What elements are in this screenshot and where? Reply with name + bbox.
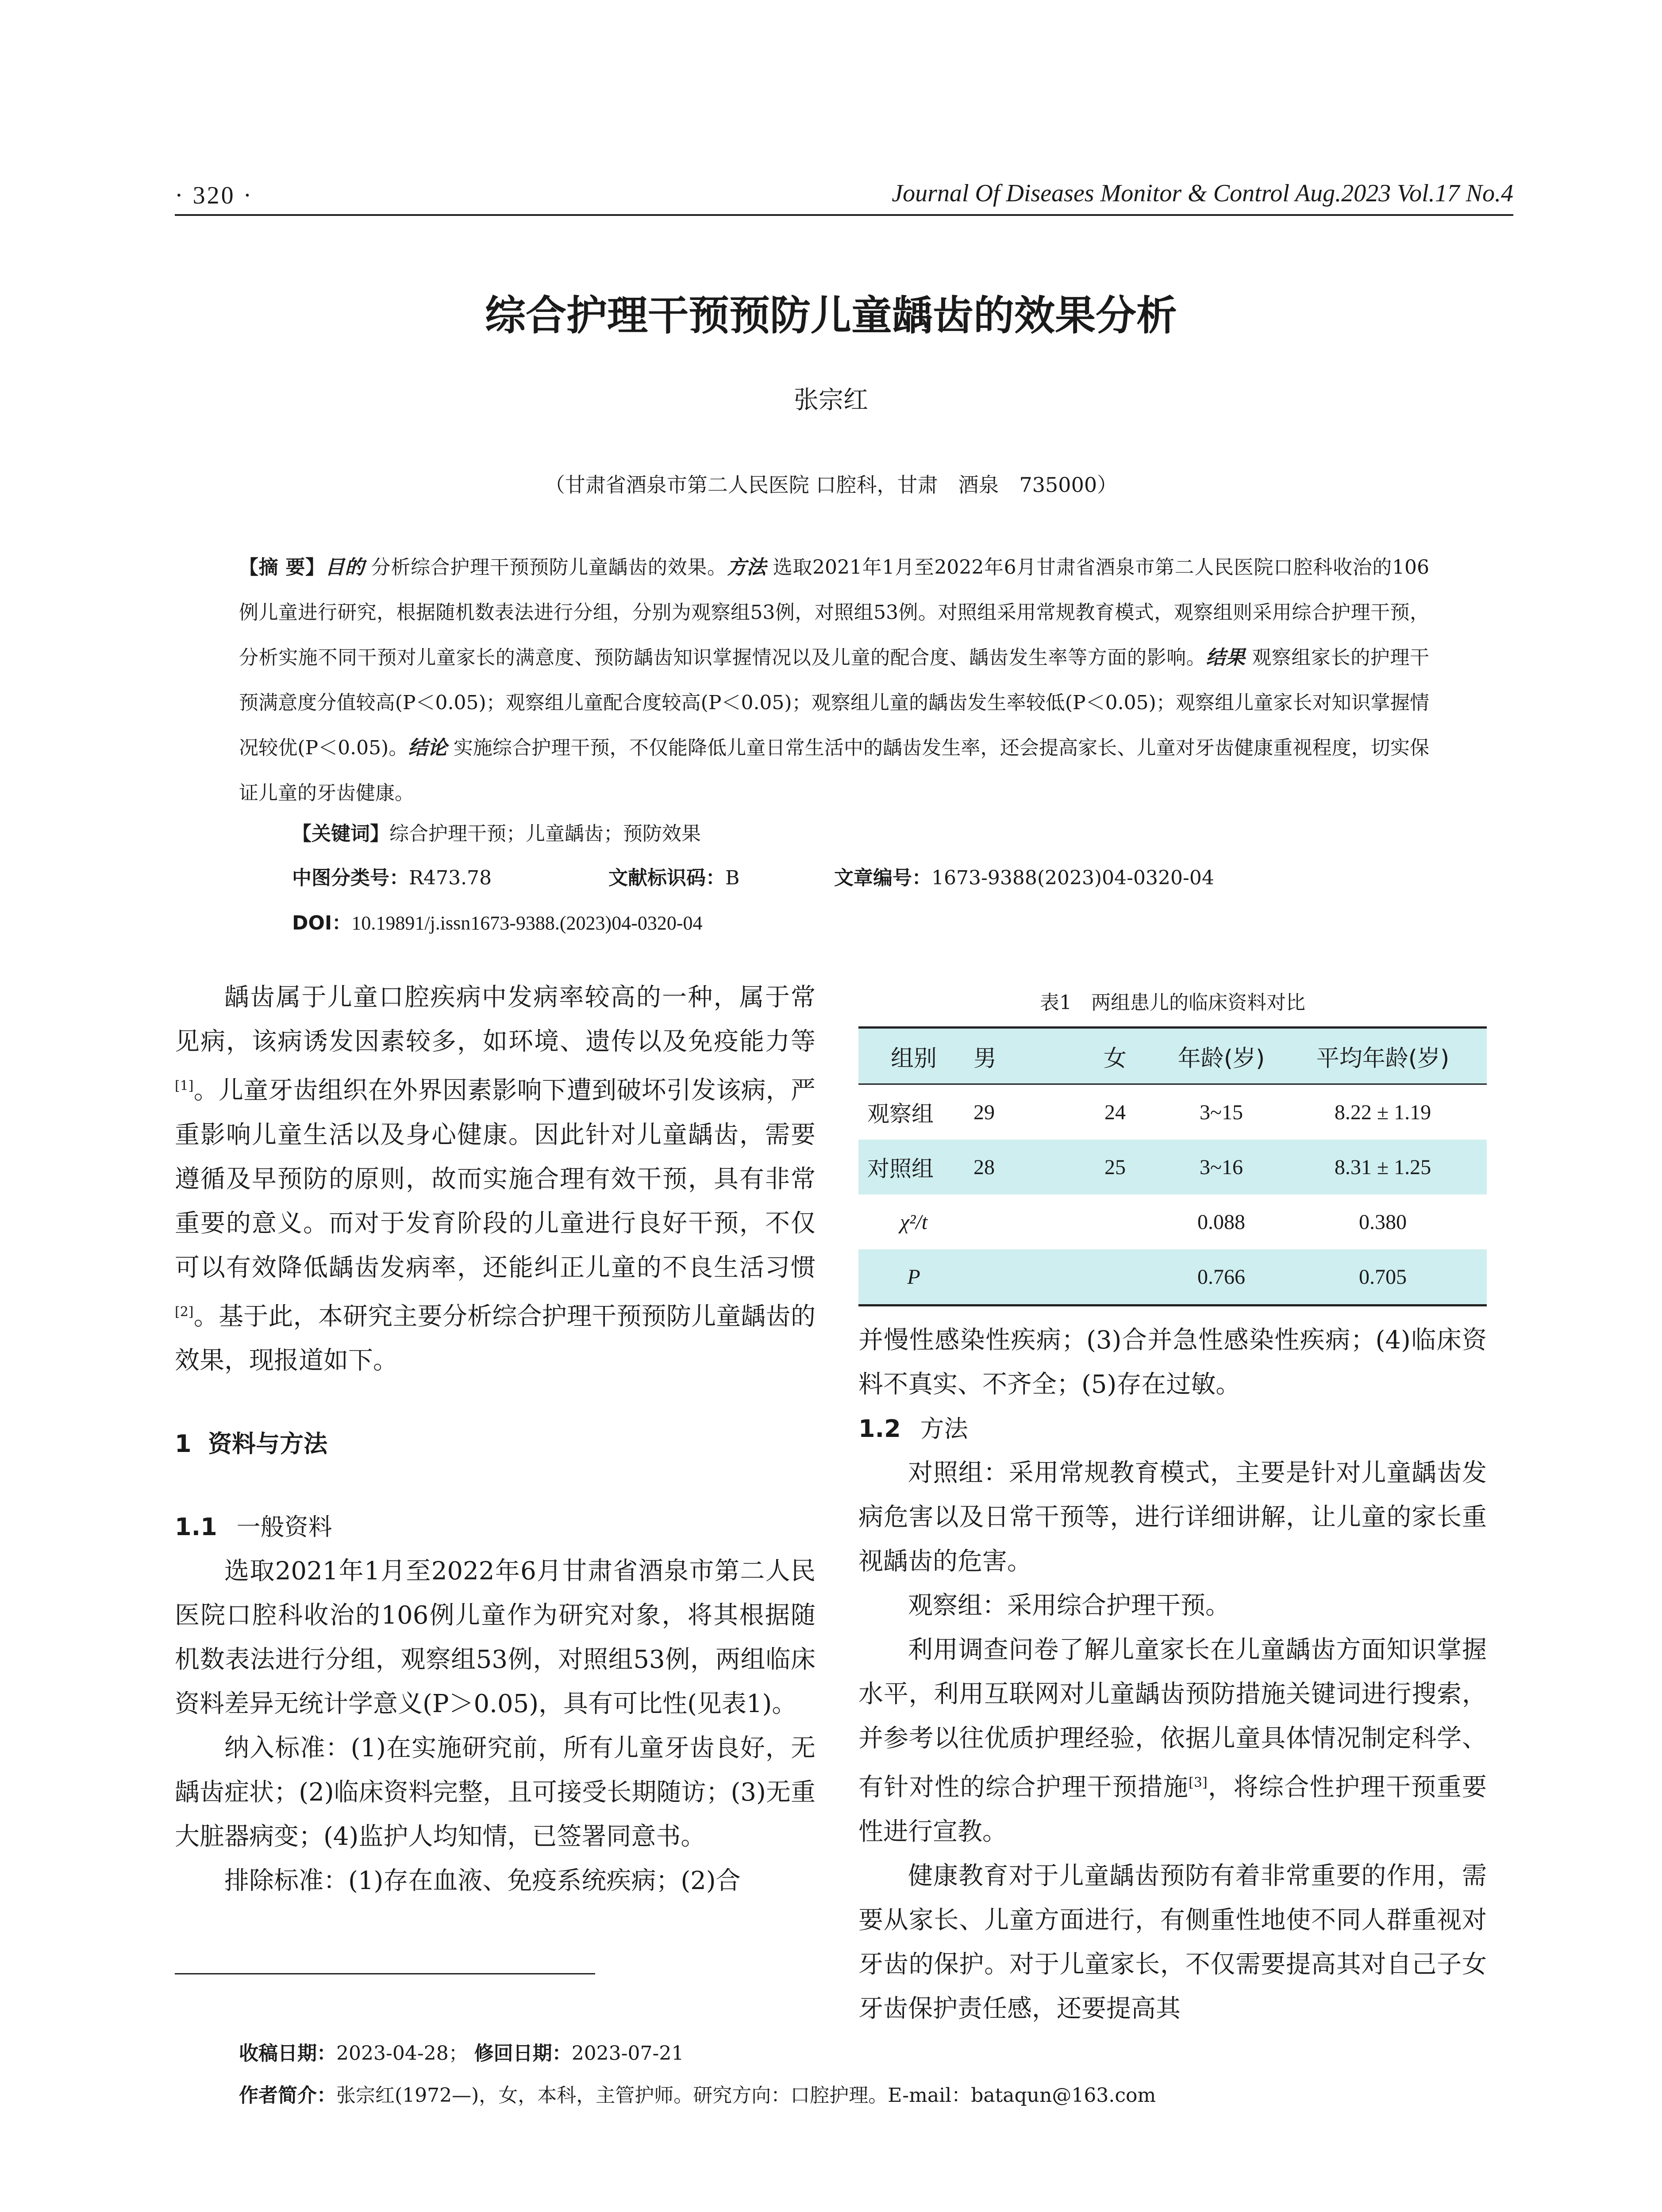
intro-text-b: 。儿童牙齿组织在外界因素影响下遭到破坏引发该病，严重影响儿童生活以及身心健康。因此针对儿童龋齿，需要遵循及早预防的原则，故而实施合理有效干预，具有非常重要的意义。而对于发育阶段的儿童进行良好干预，不仅可以有效降低龋齿发病率，还能纠正儿童的不良生活习惯 (175, 1076, 816, 1282)
author-bio (239, 2079, 1156, 2108)
table-header-cell: 年龄(岁) (1164, 1028, 1279, 1084)
header-rule (175, 214, 1513, 216)
doi-value: 10.19891/j.issn1673-9388.(2023)04-0320-04 (351, 912, 703, 934)
table-row (858, 1249, 1487, 1306)
clc-code (292, 862, 492, 890)
clc-value: R473.78 (409, 867, 492, 889)
inclusion-criteria-paragraph: 纳入标准：(1)在实施研究前，所有儿童牙齿良好，无龋齿症状；(2)临床资料完整，且可接受长期随访；(3)无重大脏器病变；(4)监护人均知情，已签署同意书。 (175, 1734, 816, 1851)
intro-paragraph (175, 975, 816, 1383)
article-number (834, 862, 1214, 890)
ref-1: [1] (175, 1078, 194, 1094)
section-1-1-heading (175, 1505, 816, 1549)
table-cell: χ²/t (900, 1210, 928, 1234)
keywords-label: 【关键词】 (292, 822, 389, 845)
article-no-label: 文章编号： (834, 867, 931, 889)
control-group-paragraph: 对照组：采用常规教育模式，主要是针对儿童龋齿发病危害以及日常干预等，进行详细讲解，让儿童的家长重视龋齿的危害。 (858, 1459, 1487, 1576)
table-cell: 3~16 (1200, 1155, 1243, 1179)
section-1-number: 1 (175, 1430, 192, 1458)
table-header-cell: 男 (969, 1028, 1066, 1084)
abstract-methods-label: 方法 (727, 556, 767, 579)
section-1-2-number: 1.2 (858, 1415, 901, 1443)
table-header-row (858, 1028, 1487, 1084)
table-1-caption: 表1 两组患儿的临床资料对比 (1040, 991, 1305, 1014)
right-column (858, 1318, 1487, 2031)
keywords (292, 818, 701, 846)
section-1-title: 资料与方法 (208, 1430, 328, 1458)
ref-2: [2] (175, 1304, 194, 1320)
table-cell: 0.766 (1164, 1249, 1279, 1306)
table-cell: 对照组 (867, 1156, 934, 1182)
document-code (608, 862, 739, 890)
abstract-results-label: 结果 (1206, 646, 1246, 669)
table-cell: 8.22 ± 1.19 (1334, 1100, 1431, 1124)
table-row (858, 1140, 1487, 1194)
table-cell: 29 (973, 1100, 995, 1124)
section-1-2-heading (858, 1407, 1487, 1451)
table-header-cell: 平均年龄(岁) (1279, 1028, 1487, 1084)
abstract-conclusion-label: 结论 (408, 737, 447, 759)
table-cell: 观察组 (867, 1101, 934, 1127)
table-cell: 8.31 ± 1.25 (1334, 1155, 1431, 1179)
survey-text-b: ，将综合性护理干预重要性进行宣教。 (858, 1773, 1487, 1846)
doi-label: DOI： (292, 912, 352, 934)
doi-line (292, 907, 703, 935)
table-cell: 0.705 (1279, 1249, 1487, 1306)
table-cell (1066, 1249, 1164, 1306)
bio-text: 张宗红(1972—)，女，本科，主管护师。研究方向：口腔护理。E-mail：bataqun@163.com (336, 2084, 1156, 2107)
received-date: 2023-04-28； (336, 2042, 468, 2065)
left-column (175, 975, 816, 1903)
ref-3: [3] (1189, 1775, 1208, 1790)
table-header-cell: 女 (1066, 1028, 1164, 1084)
abstract-label: 【摘 要】 (239, 556, 325, 579)
section-1-1-number: 1.1 (175, 1513, 217, 1541)
page-number: · 320 · (175, 182, 254, 209)
health-education-paragraph: 健康教育对于儿童龋齿预防有着非常重要的作用，需要从家长、儿童方面进行，有侧重性地使不同人群重视对牙齿的保护。对于儿童家长，不仅需要提高其对自己子女牙齿保护责任感，还要提高其 (858, 1861, 1487, 2023)
abstract-objective-label: 目的 (325, 556, 365, 579)
abstract (239, 545, 1429, 816)
author-affiliation: （甘肃省酒泉市第二人民医院 口腔科，甘肃 酒泉 735000） (544, 473, 1118, 497)
clc-label: 中图分类号： (292, 867, 409, 889)
author-name: 张宗红 (794, 386, 868, 415)
table-cell: 28 (973, 1155, 995, 1179)
journal-header: Journal Of Diseases Monitor & Control Aug.2023 Vol.17 No.4 (892, 180, 1513, 207)
received-label: 收稿日期： (239, 2042, 336, 2065)
table-cell (1066, 1194, 1164, 1249)
article-no-value: 1673-9388(2023)04-0320-04 (931, 867, 1214, 889)
doc-code-value: B (725, 867, 740, 889)
intro-text-a: 龋齿属于儿童口腔疾病中发病率较高的一种，属于常见病，该病诱发因素较多，如环境、遗传以及免疫能力等 (175, 983, 816, 1056)
doc-code-label: 文献标识码： (608, 867, 725, 889)
intro-text-c: 。基于此，本研究主要分析综合护理干预预防儿童龋齿的效果，现报道如下。 (175, 1302, 816, 1375)
exclusion-criteria-paragraph: 排除标准：(1)存在血液、免疫系统疾病；(2)合 (224, 1866, 741, 1896)
survey-text-a: 利用调查问卷了解儿童家长在儿童龋齿方面知识掌握水平，利用互联网对儿童龋齿预防措施关键词进行搜索，并参考以往优质护理经验，依据儿童具体情况制定科学、有针对性的综合护理干预措施 (858, 1636, 1487, 1802)
bio-label: 作者简介： (239, 2084, 336, 2107)
revised-date: 2023-07-21 (571, 2042, 684, 2065)
table-row (858, 1194, 1487, 1249)
table-cell: 25 (1104, 1155, 1126, 1179)
table-cell (969, 1194, 1066, 1249)
section-1-heading (175, 1422, 816, 1466)
table-row (858, 1084, 1487, 1140)
abstract-methods: 选取2021年1月至2022年6月甘肃省酒泉市第二人民医院口腔科收治的106例儿童进行研究，根据随机数表法进行分组，分别为观察组53例，对照组53例。对照组采用常规教育模式，观察组则采用综合护理干预，分析实施不同干预对儿童家长的满意度、预防龋齿知识掌握情况以及儿童的配合度、龋齿发生率等方面的影响。 (239, 556, 1429, 669)
section-1-1-title: 一般资料 (236, 1513, 332, 1541)
table-cell: 24 (1104, 1100, 1126, 1124)
footnote-rule (175, 1973, 595, 1974)
exclusion-continued-paragraph: 并慢性感染性疾病；(3)合并急性感染性疾病；(4)临床资料不真实、不齐全；(5)存在过敏。 (858, 1326, 1487, 1399)
keywords-text: 综合护理干预；儿童龋齿；预防效果 (389, 822, 701, 845)
observation-group-paragraph: 观察组：采用综合护理干预。 (908, 1591, 1230, 1620)
revised-label: 修回日期： (474, 2042, 572, 2065)
table-cell: 3~15 (1200, 1100, 1243, 1124)
table-header-cell: 组别 (858, 1028, 969, 1084)
received-dates (239, 2037, 684, 2066)
general-data-paragraph: 选取2021年1月至2022年6月甘肃省酒泉市第二人民医院口腔科收治的106例儿童作为研究对象，将其根据随机数表法进行分组，观察组53例，对照组53例，两组临床资料差异无统计学意义(P＞0.05)，具有可比性(见表1)。 (175, 1557, 816, 1719)
table-cell: 0.380 (1359, 1210, 1407, 1234)
article-title: 综合护理干预预防儿童龋齿的效果分析 (485, 292, 1177, 339)
abstract-objective: 分析综合护理干预预防儿童龋齿的效果。 (365, 556, 727, 579)
section-1-2-title: 方法 (920, 1415, 968, 1443)
table-1 (858, 1026, 1487, 1306)
table-cell: P (858, 1249, 969, 1306)
abstract-conclusion: 实施综合护理干预，不仅能降低儿童日常生活中的龋齿发生率，还会提高家长、儿童对牙齿健康重视程度，切实保证儿童的牙齿健康。 (239, 737, 1430, 804)
table-cell (969, 1249, 1066, 1306)
survey-paragraph (858, 1628, 1487, 1854)
abstract-results: 观察组家长的护理干预满意度分值较高(P＜0.05)；观察组儿童配合度较高(P＜0.05)；观察组儿童的龋齿发生率较低(P＜0.05)；观察组儿童家长对知识掌握情况较优(P＜0.05)。 (239, 646, 1429, 759)
table-cell: 0.088 (1197, 1210, 1245, 1234)
